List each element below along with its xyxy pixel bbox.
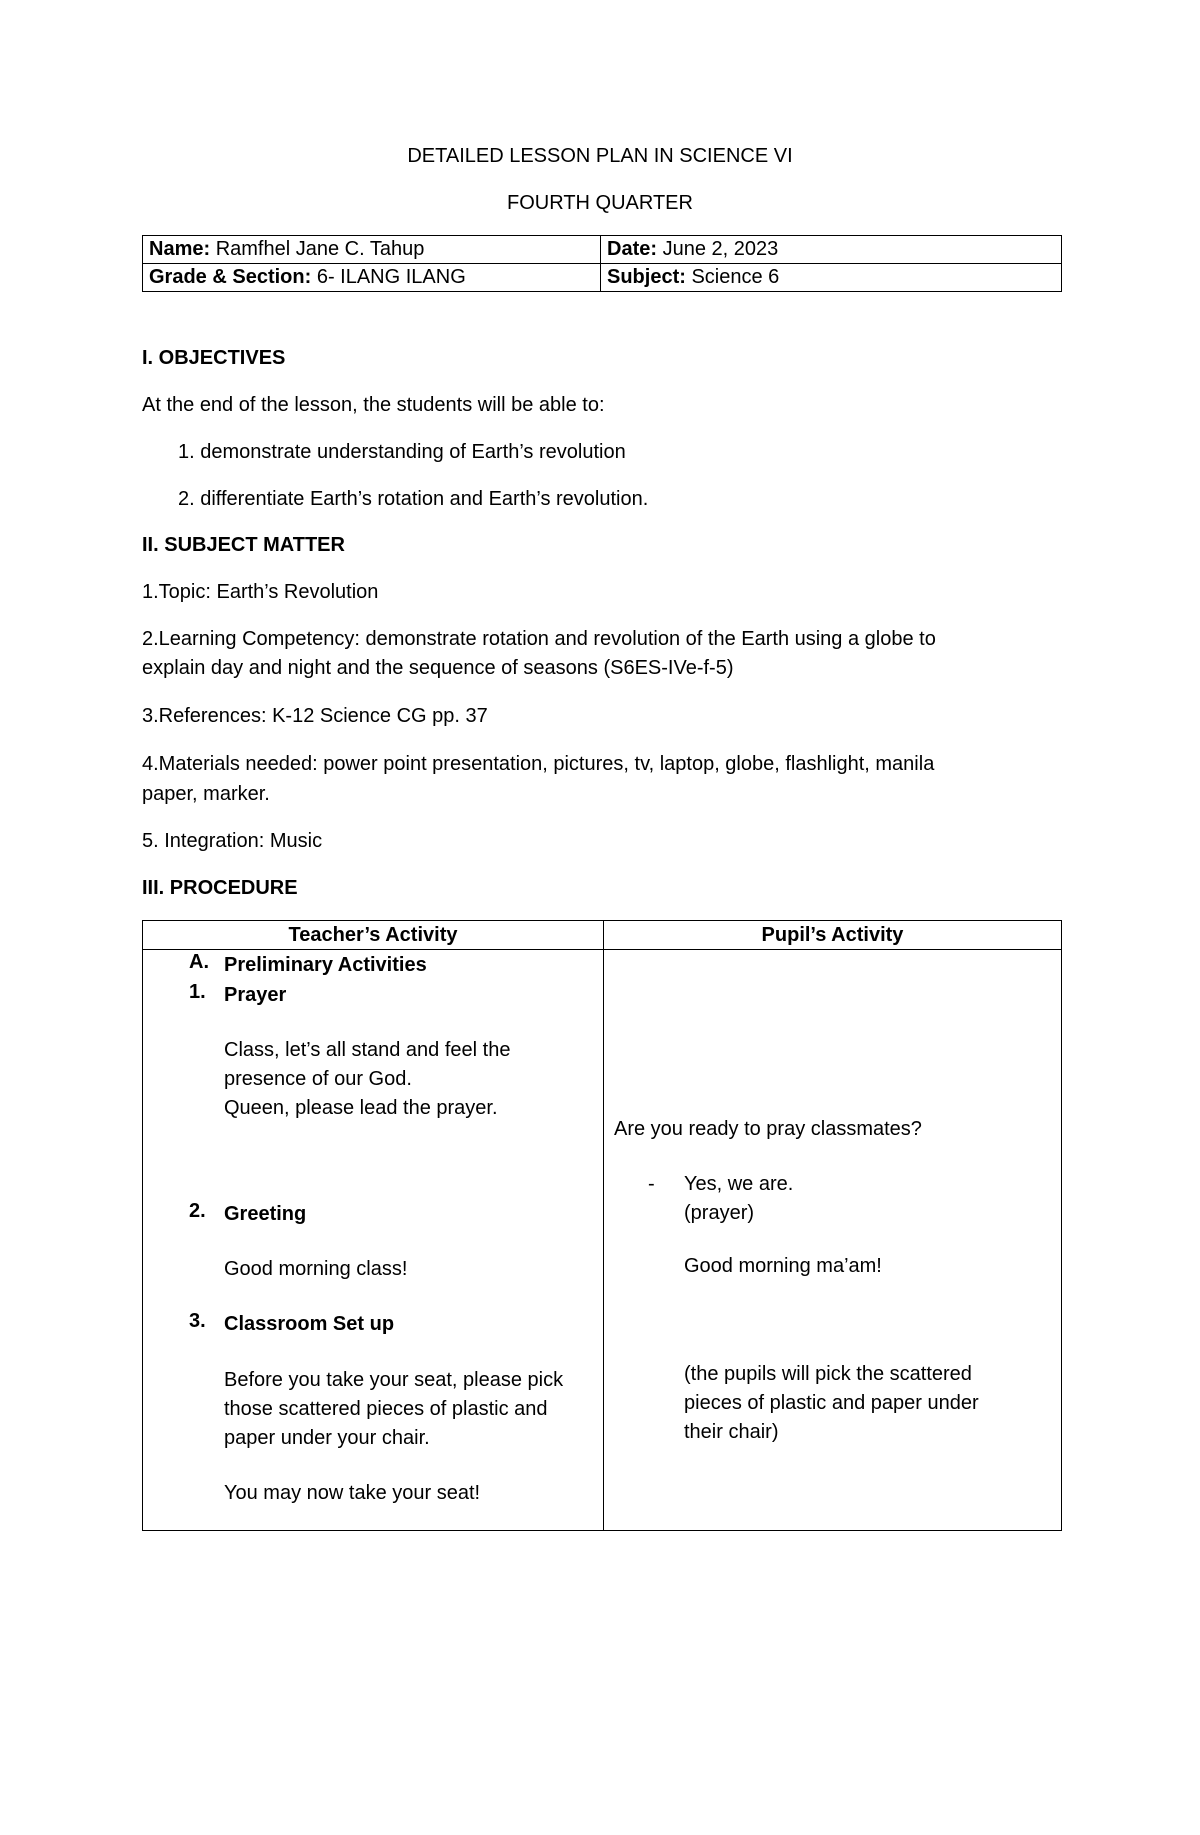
teacher-line: Queen, please lead the prayer.: [224, 1097, 498, 1119]
greeting-heading: Greeting: [224, 1203, 307, 1225]
pupil-line: (prayer): [684, 1202, 755, 1224]
item-number: 3.: [189, 1310, 206, 1332]
objective-item: 2. differentiate Earth’s rotation and Earth’s revolution.: [178, 488, 649, 510]
date-cell: [601, 236, 1062, 264]
section-heading: Preliminary Activities: [224, 954, 427, 976]
table-header-row: [143, 921, 1062, 950]
objective-item: 1. demonstrate understanding of Earth’s revolution: [178, 441, 626, 463]
teacher-line: Good morning class!: [224, 1258, 408, 1280]
subject-value: Science 6: [685, 266, 780, 288]
grade-cell: [143, 264, 601, 292]
table-row: [143, 264, 1062, 292]
date-label: Date:: [607, 238, 658, 260]
grade-label: Grade & Section:: [149, 266, 312, 288]
setup-heading: Classroom Set up: [224, 1313, 395, 1335]
pupil-line: pieces of plastic and paper under: [684, 1392, 979, 1414]
teacher-line: paper under your chair.: [224, 1427, 430, 1449]
item-number: 1.: [189, 981, 206, 1003]
competency-line: explain day and night and the sequence of seasons (S6ES-IVe-f-5): [142, 657, 734, 679]
table-row: [143, 236, 1062, 264]
pupil-column-header: Pupil’s Activity: [604, 921, 1062, 950]
teacher-line: those scattered pieces of plastic and: [224, 1398, 548, 1420]
date-value: June 2, 2023: [657, 238, 779, 260]
pupil-line: their chair): [684, 1421, 779, 1443]
item-number: 2.: [189, 1200, 206, 1222]
name-value: Ramfhel Jane C. Tahup: [210, 238, 425, 260]
document-subtitle: FOURTH QUARTER: [507, 192, 693, 214]
procedure-table: [142, 920, 1062, 1531]
teacher-line: presence of our God.: [224, 1068, 412, 1090]
materials-line: paper, marker.: [142, 783, 270, 805]
prayer-heading: Prayer: [224, 984, 287, 1006]
table-row: [143, 950, 1062, 1531]
teacher-line: You may now take your seat!: [224, 1482, 481, 1504]
materials-line: 4.Materials needed: power point presentation, pictures, tv, laptop, globe, flashlight, manila: [142, 753, 935, 775]
grade-value: 6- ILANG ILANG: [311, 266, 466, 288]
pupil-line: (the pupils will pick the scattered: [684, 1363, 972, 1385]
teacher-activity-cell: [143, 950, 604, 1531]
pupil-line: Are you ready to pray classmates?: [614, 1118, 922, 1140]
pupil-activity-cell: [604, 950, 1062, 1531]
name-cell: [143, 236, 601, 264]
procedure-heading: III. PROCEDURE: [142, 877, 298, 899]
objectives-heading: I. OBJECTIVES: [142, 347, 286, 369]
teacher-column-header: Teacher’s Activity: [143, 921, 604, 950]
objectives-intro: At the end of the lesson, the students will be able to:: [142, 394, 605, 416]
subject-label: Subject:: [607, 266, 686, 288]
competency-line: 2.Learning Competency: demonstrate rotation and revolution of the Earth using a globe to: [142, 628, 936, 650]
section-number: A.: [189, 951, 209, 973]
teacher-line: Before you take your seat, please pick: [224, 1369, 564, 1391]
info-table: [142, 235, 1062, 292]
subject-cell: [601, 264, 1062, 292]
references-line: 3.References: K-12 Science CG pp. 37: [142, 705, 488, 727]
document-title: DETAILED LESSON PLAN IN SCIENCE VI: [407, 145, 793, 167]
topic-line: 1.Topic: Earth’s Revolution: [142, 581, 379, 603]
dash-bullet: -: [648, 1173, 655, 1195]
integration-line: 5. Integration: Music: [142, 830, 323, 852]
pupil-line: Good morning ma’am!: [684, 1255, 882, 1277]
teacher-line: Class, let’s all stand and feel the: [224, 1039, 511, 1061]
subject-matter-heading: II. SUBJECT MATTER: [142, 534, 345, 556]
pupil-line: Yes, we are.: [684, 1173, 794, 1195]
name-label: Name:: [149, 238, 211, 260]
